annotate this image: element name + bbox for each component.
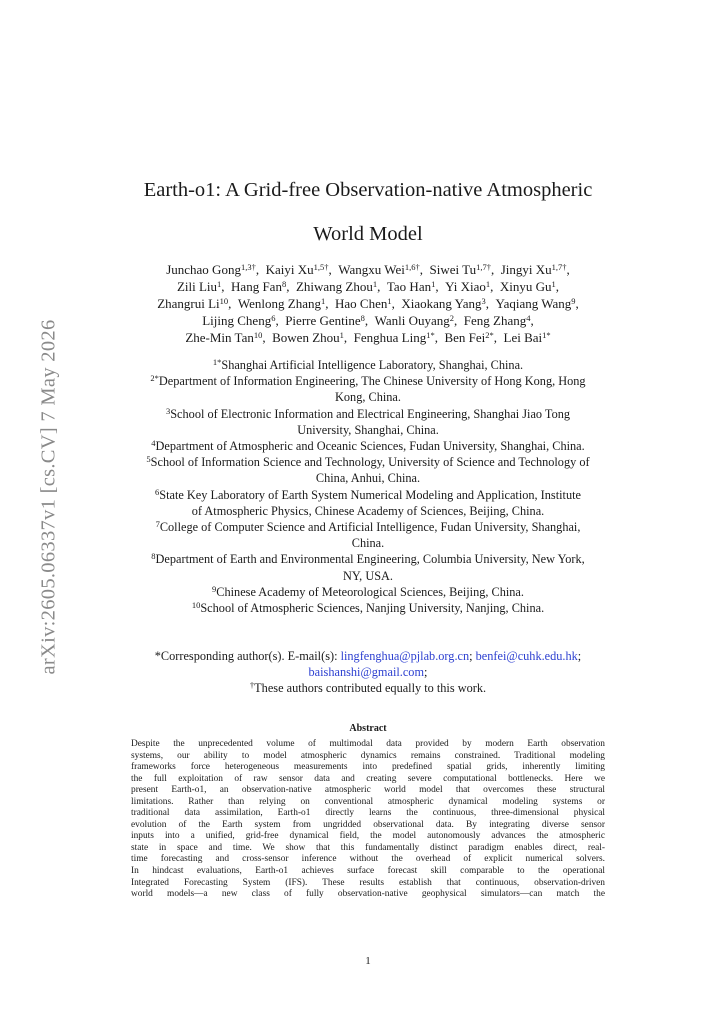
title-line-2: World Model <box>313 223 423 245</box>
author-affiliation-mark: 2* <box>485 330 494 340</box>
affiliation-line: $^9$Chinese Academy of Meteorological Sciences, Beijing, China. <box>212 583 524 599</box>
affiliation-line: Kong, China. <box>335 390 401 405</box>
affiliation-line: University, Shanghai, China. <box>297 422 439 437</box>
author-affiliation-mark: 1 <box>372 279 378 289</box>
author-name: Junchao Gong$^{1,3\dagger}$ <box>166 262 256 277</box>
author-affiliation-mark: 1 <box>339 330 344 340</box>
author-affiliation-mark: 9 <box>571 296 576 306</box>
author-affiliation-mark: 10 <box>253 330 263 340</box>
author-affiliation-mark: 1,7† <box>551 262 567 272</box>
abstract-line: state in space and time. We show that this fundamentally distinct paradigm enables direct, real- <box>131 842 605 853</box>
affiliation-line: $^8$Department of Earth and Environmental Engineering, Columbia University, New York, <box>151 551 585 567</box>
author-affiliation-mark: 8 <box>281 279 287 289</box>
author-line: Zili Liu$^1$, Hang Fan$^8$, Zhiwang Zhou$^1$, Tao Han$^1$, Yi Xiao$^1$, Xinyu Gu$^1$, <box>176 279 560 294</box>
author-affiliation-mark: 1,3† <box>240 262 256 272</box>
author-name: Tao Han$^1$ <box>386 279 436 294</box>
correspondence-note: *Corresponding author(s). E-mail(s): lingfenghua@pjlab.org.cn; benfei@cuhk.edu.hk; baishanshi@gmail.com; †These authors contributed equally to this work. <box>154 649 582 696</box>
abstract-line: world models—a new class of fully observation-native geophysical simulators—can match the <box>131 889 605 900</box>
affiliation-line: $^{10}$School of Atmospheric Sciences, Nanjing University, Nanjing, China. <box>191 600 545 616</box>
author-affiliation-mark: 1 <box>321 296 326 306</box>
author-name: Xinyu Gu$^1$ <box>499 279 556 294</box>
author-name: Zhangrui Li$^{10}$ <box>157 296 229 311</box>
author-affiliation-mark: 1 <box>485 279 491 289</box>
author-affiliation-mark: 1 <box>387 296 392 306</box>
title-line-1: Earth-o1: A Grid-free Observation-native Atmospheric <box>143 179 593 201</box>
author-name: Zhiwang Zhou$^1$ <box>295 279 378 294</box>
abstract-line: Integrated Forecasting System (IFS). These results establish that continuous, observation-driven <box>131 877 605 888</box>
email-link-3[interactable]: baishanshi@gmail.com <box>308 665 425 680</box>
author-name: Yaqiang Wang$^9$ <box>495 296 576 311</box>
author-affiliation-mark: 3 <box>481 296 486 306</box>
author-affiliation-mark: 1 <box>431 279 436 289</box>
author-name: Yi Xiao$^1$ <box>445 279 491 294</box>
author-affiliation-mark: 1,6† <box>404 262 420 272</box>
equal-contribution-mark: † <box>249 680 255 691</box>
author-affiliation-mark: 1,7† <box>476 262 491 272</box>
author-name: Ben Fei$^{2*}$ <box>444 330 494 345</box>
affiliation-line: $^{1*}$Shanghai Artificial Intelligence Laboratory, Shanghai, China. <box>212 357 524 372</box>
author-line: Zhe-Min Tan$^{10}$, Bowen Zhou$^1$, Fenghua Ling$^{1*}$, Ben Fei$^{2*}$, Lei Bai$^{1*}$ <box>185 330 551 345</box>
affiliation-list <box>106 357 630 616</box>
equal-contribution-text: These authors contributed equally to this work. <box>254 681 487 696</box>
author-name: Zili Liu$^1$ <box>176 279 222 294</box>
affiliation-line: of Atmospheric Physics, Chinese Academy of Sciences, Beijing, China. <box>191 503 545 518</box>
affiliation-line: China. <box>351 536 385 551</box>
email-link-2[interactable]: benfei@cuhk.edu.hk <box>475 649 578 663</box>
abstract-line: Despite the unprecedented volume of multimodal data provided by modern Earth observation <box>131 739 605 749</box>
affiliation-line: $^6$State Key Laboratory of Earth System Numerical Modeling and Application, Institute <box>154 486 581 502</box>
author-affiliation-mark: 1,5† <box>313 262 329 272</box>
author-line: Lijing Cheng$^6$, Pierre Gentine$^8$, Wanli Ouyang$^2$, Feng Zhang$^4$, <box>202 313 534 328</box>
abstract-line: present Earth-o1, an observation-native atmospheric world model that overcomes these structural <box>131 785 605 796</box>
author-affiliation-mark: 1* <box>542 330 551 340</box>
abstract-line: systems, our ability to model atmospheric dynamics remains constrained. Traditional modeling <box>131 750 605 761</box>
affiliation-line: $^5$School of Information Science and Technology, University of Science and Technology of <box>146 454 590 470</box>
email-link-1[interactable]: lingfenghua@pjlab.org.cn <box>340 649 470 663</box>
abstract-line: In hindcast evaluations, Earth-o1 achieves surface forecast skill comparable to the operational <box>131 866 605 877</box>
author-affiliation-mark: 1 <box>217 279 222 289</box>
affiliation-line: $^3$School of Electronic Information and Electrical Engineering, Shanghai Jiao Tong <box>165 405 571 421</box>
abstract-body <box>131 739 605 901</box>
author-affiliation-mark: 1* <box>426 330 435 340</box>
author-name: Wenlong Zhang$^1$ <box>237 296 326 311</box>
affiliation-line: China, Anhui, China. <box>315 471 421 486</box>
author-name: Wanli Ouyang$^2$ <box>374 313 455 328</box>
author-affiliation-mark: 10 <box>219 296 229 306</box>
author-name: Pierre Gentine$^8$ <box>285 313 365 328</box>
author-name: Hao Chen$^1$ <box>335 296 392 311</box>
author-name: Lei Bai$^{1*}$ <box>503 330 551 345</box>
author-affiliation-mark: 6 <box>271 313 276 323</box>
author-line: Junchao Gong$^{1,3\dagger}$, Kaiyi $Xu^{1,5\dagger}$, Wangxu Wei$^{1,6\dagger}$, Siwei $Tu^{1,7\dagger}$, Jingyi $Xu^{1,7\dagger}$, <box>166 262 570 277</box>
affiliation-line: $^4$Department of Atmospheric and Oceanic Sciences, Fudan University, Shanghai, China. <box>151 438 585 454</box>
author-line: Zhangrui Li$^{10}$, Wenlong Zhang$^1$, Hao Chen$^1$, Xiaokang Yang$^3$, Yaqiang Wang$^9$, <box>157 296 579 311</box>
author-affiliation-mark: 1 <box>551 279 556 289</box>
author-name: Lijing Cheng$^6$ <box>202 313 276 328</box>
abstract-heading: Abstract <box>349 723 387 734</box>
arxiv-identifier: arXiv:2605.06337v1 [cs.CV] 7 May 2026 <box>37 319 60 675</box>
author-name: Jingyi $Xu^{1,7\dagger}$ <box>500 262 567 277</box>
author-list <box>106 261 630 346</box>
abstract-line: evolution of the Earth system from ungridded observational data. By integrating diverse sensor <box>131 819 605 830</box>
affiliation-line: $^7$College of Computer Science and Artificial Intelligence, Fudan University, Shanghai, <box>155 519 581 535</box>
paper-title <box>112 168 624 256</box>
author-name: Bowen Zhou$^1$ <box>272 330 344 345</box>
affiliation-line: $^{2*}$Department of Information Engineering, The Chinese University of Hong Kong, Hong <box>150 373 586 389</box>
author-name: Xiaokang Yang$^3$ <box>401 296 486 311</box>
correspondence-prefix: *Corresponding author(s). E-mail(s): <box>154 649 341 663</box>
abstract-line: frameworks force heterogeneous measurements into predefined spatial grids, inherently limiting <box>131 762 605 773</box>
abstract-line: traditional data assimilation, Earth-o1 directly learns the continuous, three-dimensional physical <box>131 808 605 819</box>
author-name: Zhe-Min Tan$^{10}$ <box>185 330 263 345</box>
abstract-line: inputs into a unified, grid-free dynamical field, the model autonomously advances the atmospheric <box>131 831 605 842</box>
affiliation-line: NY, USA. <box>343 568 393 583</box>
abstract-line: limitations. Rather than relying on conventional atmospheric dynamical modeling systems or <box>131 796 605 807</box>
page-number: 1 <box>365 955 371 967</box>
author-name: Hang Fan$^8$ <box>231 279 287 294</box>
abstract-line: the full exploitation of raw sensor data and creating severe computational bottlenecks. Here we <box>131 773 605 784</box>
author-name: Fenghua Ling$^{1*}$ <box>353 330 435 345</box>
author-affiliation-mark: 2 <box>449 313 455 323</box>
author-name: Siwei $Tu^{1,7\dagger}$ <box>429 262 491 277</box>
author-name: Feng Zhang$^4$ <box>463 313 531 328</box>
author-name: Kaiyi $Xu^{1,5\dagger}$ <box>265 262 329 277</box>
author-affiliation-mark: 8 <box>360 313 365 323</box>
abstract-line: time forecasting and cross-sensor inference without the overhead of explicit numerical solvers. <box>131 854 605 865</box>
author-affiliation-mark: 4 <box>526 313 531 323</box>
author-name: Wangxu Wei$^{1,6\dagger}$ <box>338 262 420 277</box>
